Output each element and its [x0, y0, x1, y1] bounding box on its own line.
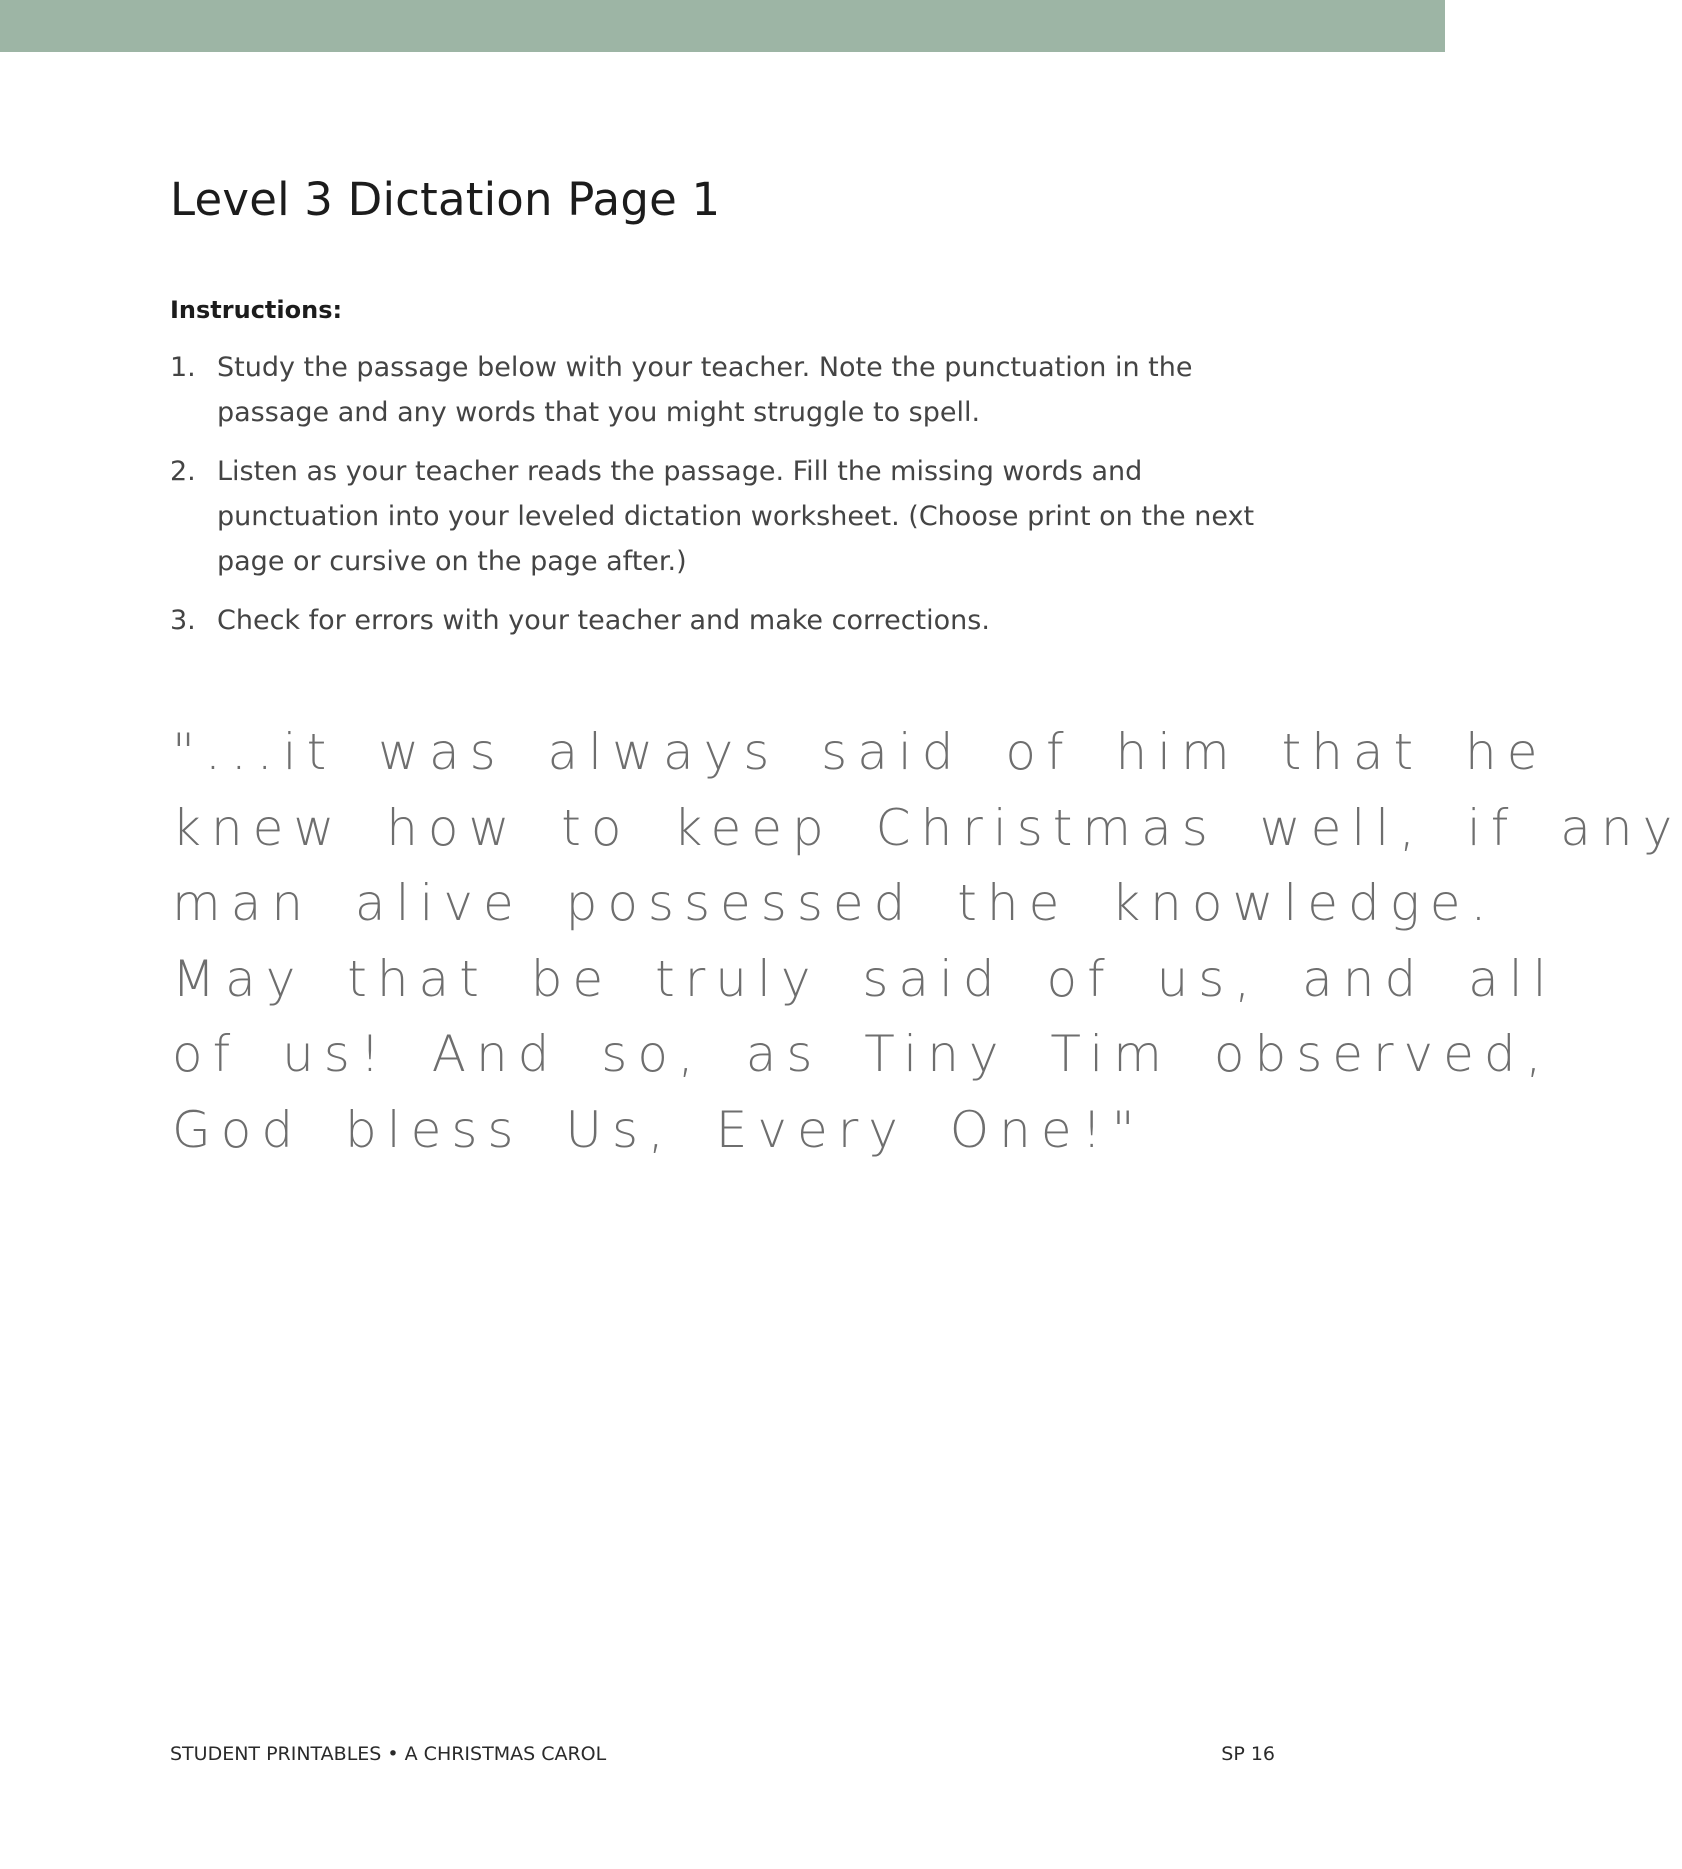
passage-line: knew how to keep Christmas well, if any [172, 798, 1682, 857]
instruction-number: 1. [170, 352, 196, 383]
header-band [0, 0, 1445, 52]
instruction-number: 2. [170, 456, 196, 487]
dictation-passage [172, 715, 1682, 1168]
instruction-item [170, 449, 1280, 584]
footer-page-number: SP 16 [1221, 1743, 1275, 1765]
passage-line: "...it was always said of him that he [172, 723, 1548, 781]
passage-line: of us! And so, as Tiny Tim observed, [172, 1025, 1552, 1083]
instruction-text: Study the passage below with your teacher. Note the punctuation in the passage and any words that you might struggle to spell. [217, 352, 1193, 428]
instructions-heading: Instructions: [170, 296, 343, 324]
passage-line: man alive possessed the knowledge. [172, 874, 1497, 932]
passage-line: May that be truly said of us, and all [172, 949, 1557, 1008]
instructions-list [170, 345, 1280, 657]
page-title: Level 3 Dictation Page 1 [170, 173, 721, 226]
footer-series-label: STUDENT PRINTABLES • A CHRISTMAS CAROL [170, 1743, 607, 1765]
instruction-item [170, 345, 1280, 435]
instruction-text: Check for errors with your teacher and make corrections. [217, 605, 990, 636]
instruction-item [170, 598, 1280, 643]
instruction-text: Listen as your teacher reads the passage. Fill the missing words and punctuation into your leveled dictation worksheet. (Choose print on the next page or cursive on the page after.) [217, 456, 1255, 577]
instruction-number: 3. [170, 605, 196, 636]
passage-line: God bless Us, Every One!" [172, 1100, 1145, 1159]
